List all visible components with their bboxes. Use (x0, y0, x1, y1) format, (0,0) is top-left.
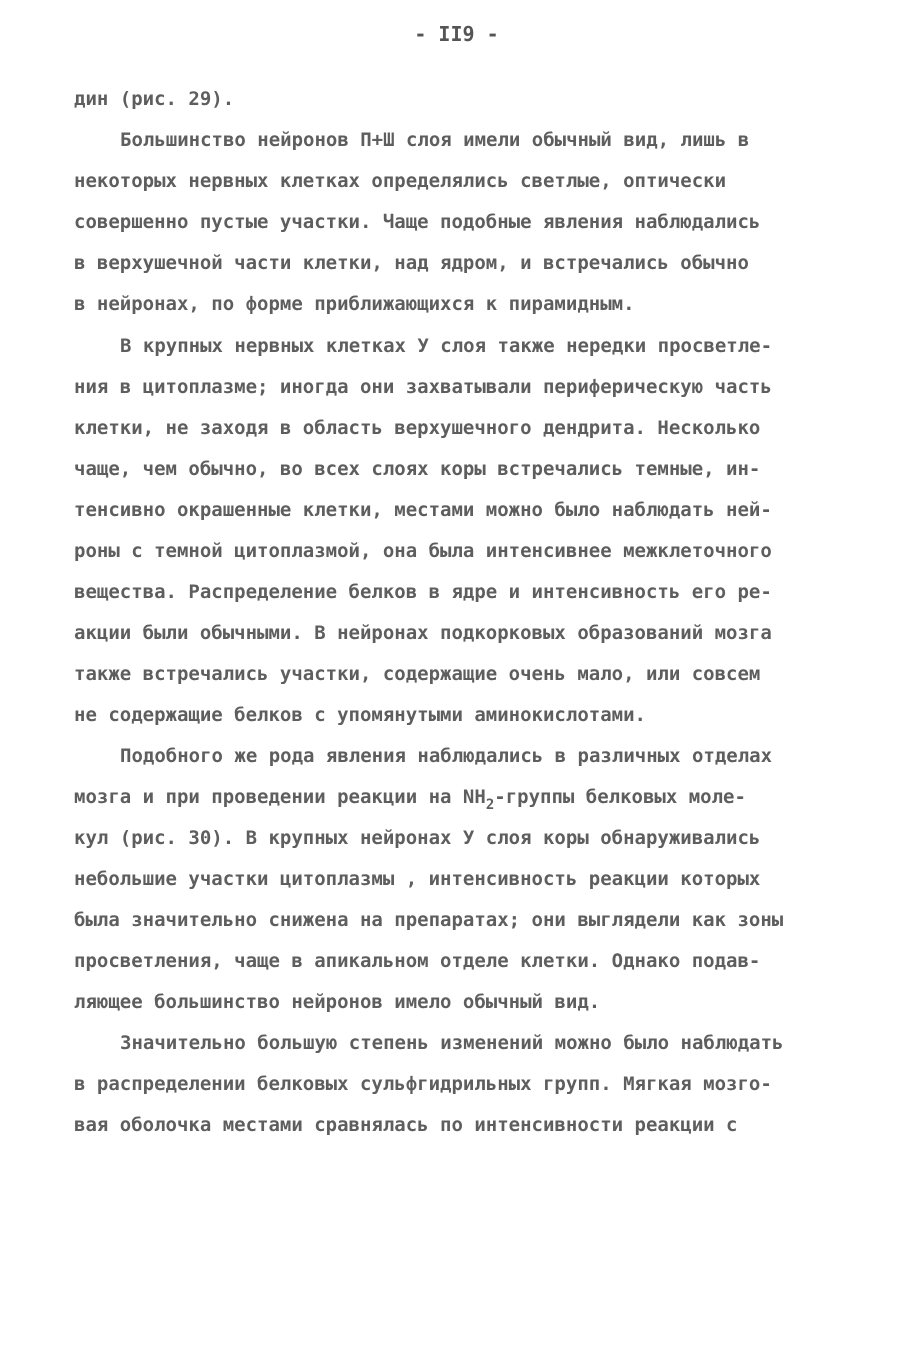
formula-prefix: мозга и при проведении реакции на NH (74, 786, 486, 808)
text-line: ния в цитоплазме; иногда они захватывали периферическую часть (74, 376, 772, 398)
text-line: ляющее большинство нейронов имело обычный вид. (74, 991, 601, 1013)
text-line: некоторых нервных клетках определялись светлые, оптически (74, 170, 727, 192)
text-line: просветления, чаще в апикальном отделе клетки. Однако подав- (74, 950, 761, 972)
text-line: клетки, не заходя в область верхушечного дендрита. Несколько (74, 417, 761, 439)
text-line: в верхушечной части клетки, над ядром, и встречались обычно (74, 252, 749, 274)
text-line: также встречались участки, содержащие очень мало, или совсем (74, 663, 761, 685)
text-line: в нейронах, по форме приближающихся к пирамидным. (74, 293, 635, 315)
text-line: кул (рис. 30). В крупных нейронах У слоя коры обнаруживались (74, 827, 761, 849)
text-line: Большинство нейронов П+Ш слоя имели обычный вид, лишь в (120, 129, 750, 151)
text-line: чаще, чем обычно, во всех слоях коры встречались темные, ин- (74, 458, 761, 480)
text-line: была значительно снижена на препаратах; они выглядели как зоны (74, 909, 784, 931)
page-number: - II9 - (414, 22, 499, 46)
text-line: тенсивно окрашенные клетки, местами можно было наблюдать ней- (74, 499, 772, 521)
text-line: вая оболочка местами сравнялась по интенсивности реакции с (74, 1114, 738, 1136)
text-line: акции были обычными. В нейронах подкорковых образований мозга (74, 622, 772, 644)
text-line: роны с темной цитоплазмой, она была интенсивнее межклеточного (74, 540, 772, 562)
text-line: Значительно большую степень изменений можно было наблюдать (120, 1032, 784, 1054)
text-line: совершенно пустые участки. Чаще подобные явления наблюдались (74, 211, 761, 233)
text-line: вещества. Распределение белков в ядре и интенсивность его ре- (74, 581, 772, 603)
text-line: в распределении белковых сульфгидрильных групп. Мягкая мозго- (74, 1073, 772, 1095)
text-line: В крупных нервных клетках У слоя также нередки просветле- (120, 335, 773, 357)
text-line: дин (рис. 29). (74, 88, 235, 110)
text-line-with-formula (74, 786, 746, 813)
text-line: небольшие участки цитоплазмы , интенсивность реакции которых (74, 868, 761, 890)
text-line: Подобного же рода явления наблюдались в различных отделах (120, 745, 773, 767)
formula-suffix: -группы белковых моле- (494, 786, 746, 808)
text-line: не содержащие белков с упомянутыми аминокислотами. (74, 704, 646, 726)
subscript-2: 2 (485, 797, 495, 813)
